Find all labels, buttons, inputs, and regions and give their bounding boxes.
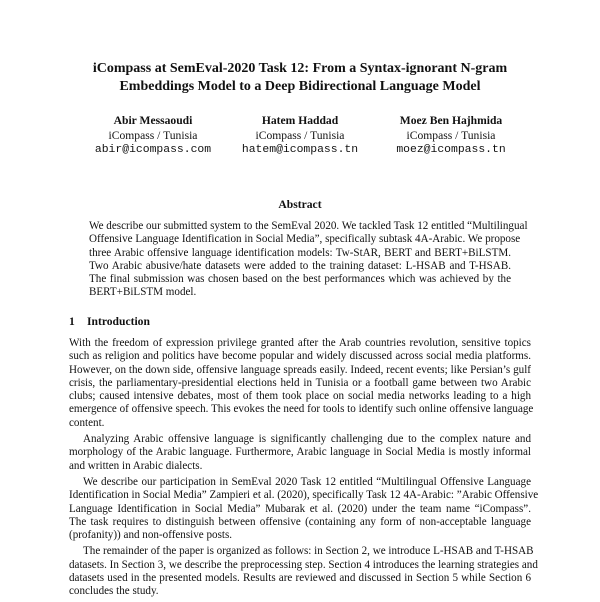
section-heading <box>69 315 150 328</box>
paragraph-line: clubs; caused intensive debates, most of them took place on social media networks leading to a high <box>69 390 531 403</box>
paragraph-line: With the freedom of expression privilege granted after the Arab countries revolution, sensitive topics <box>69 337 531 349</box>
paragraph-line: datasets used in the presented models. Results are reviewed and discussed in Section 5 while Section 6 <box>69 572 531 585</box>
abstract-line: The final submission was chosen based on the best performances which was achieved by the <box>89 273 511 286</box>
section-number: 1 <box>69 315 75 328</box>
paragraph-line: Identification in Social Media” Zampieri et al. (2020), specifically Task 12 4A-Arabic: ”Arabic Offensive <box>69 489 539 502</box>
paragraph <box>69 545 538 598</box>
paragraph-line: The task requires to distinguish between offensive (containing any form of non-acceptable language <box>69 515 531 528</box>
abstract-line: Offensive Language Identification in Social Media”, specifically subtask 4A-Arabic. We propose <box>89 233 521 246</box>
author-name: Moez Ben Hajhmida <box>399 114 503 127</box>
abstract-line: We describe our submitted system to the SemEval 2020. We tackled Task 12 entitled “Multilingual <box>89 220 528 232</box>
paragraph <box>69 337 534 430</box>
author-block <box>215 113 385 158</box>
author-name: Hatem Haddad <box>261 114 339 127</box>
author-email: abir@icompass.com <box>94 144 212 156</box>
author-name: Abir Messaoudi <box>113 114 193 127</box>
author-affiliation: iCompass / Tunisia <box>406 129 496 142</box>
paragraph-line: morphology of the Arabic language. Furthermore, Arabic language in Social Media is mostly informal <box>69 446 531 459</box>
author-affiliation: iCompass / Tunisia <box>255 129 345 142</box>
author-block <box>366 113 536 158</box>
author-block <box>68 113 238 158</box>
paragraph-line: Analyzing Arabic offensive language is significantly challenging due to the complex nature and <box>83 433 531 446</box>
introduction-body <box>69 337 539 602</box>
paragraph-line: content. <box>69 416 105 429</box>
title-line: Embeddings Model to a Deep Bidirectional Language Model <box>119 79 481 94</box>
paper-title <box>60 60 540 96</box>
paragraph-line: datasets. In Section 3, we describe the preprocessing step. Section 4 introduces the learning strategies and <box>69 558 538 571</box>
paragraph-line: Language Identification in Social Media” Mubarak et al. (2020) under the team name “iCompass”. <box>69 502 531 515</box>
paragraph-line: such as religion and politics have become popular and widely discussed across social media platforms. <box>69 350 531 363</box>
author-email: moez@icompass.tn <box>396 144 506 156</box>
abstract-heading: Abstract <box>278 198 322 211</box>
paragraph-line: However, on the down side, offensive language spreads easily. Indeed, recent events; like Persian’s gulf <box>69 363 531 376</box>
paragraph-line: crisis, the parliamentary-presidential elections held in Tunisia or a football game between two Arabic <box>69 376 531 389</box>
paragraph <box>69 433 531 473</box>
abstract-line: Two Arabic abusive/hate datasets were added to the training dataset: L-HSAB and T-HSAB. <box>89 259 511 272</box>
abstract-body <box>89 220 528 300</box>
paragraph-line: and written in Arabic dialects. <box>69 459 203 472</box>
paragraph <box>69 475 539 542</box>
abstract-line: BERT+BiLSTM model. <box>89 286 197 299</box>
paragraph-line: concludes the study. <box>69 585 159 598</box>
author-affiliation: iCompass / Tunisia <box>108 129 198 142</box>
author-email: hatem@icompass.tn <box>241 144 359 156</box>
section-title: Introduction <box>87 315 150 328</box>
paragraph-line: emergence of offensive speech. This evokes the need for tools to identify such online offensive language <box>69 403 534 416</box>
title-line: iCompass at SemEval-2020 Task 12: From a Syntax-ignorant N-gram <box>92 61 508 76</box>
paragraph-line: (profanity)) and non-offensive posts. <box>69 529 233 542</box>
paragraph-line: We describe our participation in SemEval 2020 Task 12 entitled “Multilingual Offensive Language <box>83 475 531 488</box>
paragraph-line: The remainder of the paper is organized as follows: in Section 2, we introduce L-HSAB and T-HSAB <box>83 545 534 558</box>
abstract-line: three Arabic offensive language identification models: Tw-StAR, BERT and BERT+BiLSTM. <box>89 246 511 259</box>
